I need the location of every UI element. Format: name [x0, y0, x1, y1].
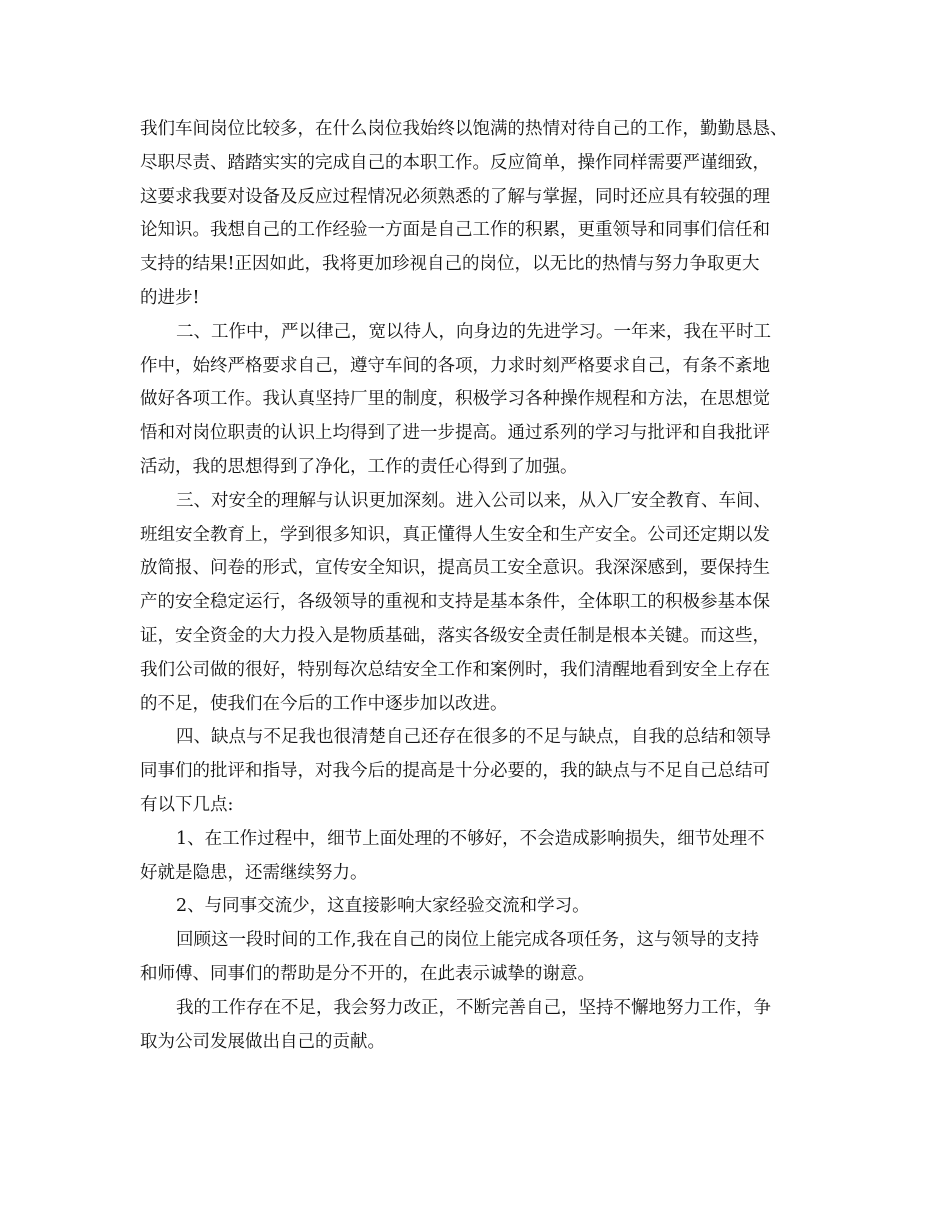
- text-line: 有以下几点:: [140, 794, 234, 815]
- text-line: 和师傅、同事们的帮助是分不开的，在此表示诚挚的谢意。: [140, 963, 595, 984]
- text-line: 作中，始终严格要求自己，遵守车间的各项，力求时刻严格要求自己，有条不紊地: [140, 355, 770, 376]
- text-line: 活动，我的思想得到了净化，工作的责任心得到了加强。: [140, 456, 578, 477]
- text-line: 这要求我要对设备及反应过程情况必须熟悉的了解与掌握，同时还应具有较强的理: [140, 186, 770, 207]
- text-line: 回顾这一段时间的工作,我在自己的岗位上能完成各项任务，这与领导的支持: [176, 930, 760, 951]
- text-line: 论知识。我想自己的工作经验一方面是自己工作的积累，更重领导和同事们信任和: [140, 220, 770, 241]
- text-line: 支持的结果!正因如此，我将更加珍视自己的岗位，以无比的热情与努力争取更大: [140, 254, 760, 275]
- text-line: 班组安全教育上，学到很多知识，真正懂得人生安全和生产安全。公司还定期以发: [140, 524, 770, 545]
- text-line: 我们车间岗位比较多，在什么岗位我始终以饱满的热情对待自己的工作，勤勤恳恳、: [140, 119, 788, 139]
- document-body: [140, 113, 818, 1059]
- text-line: 同事们的批评和指导，对我今后的提高是十分必要的，我的缺点与不足自己总结可: [140, 761, 770, 782]
- text-line: 取为公司发展做出自己的贡献。: [140, 1031, 385, 1052]
- text-line: 放简报、问卷的形式，宣传安全知识，提高员工安全意识。我深深感到，要保持生: [140, 558, 770, 579]
- text-line: 的不足，使我们在今后的工作中逐步加以改进。: [140, 693, 508, 714]
- text-line: 的进步!: [140, 287, 200, 308]
- text-line: 四、缺点与不足我也很清楚自己还存在很多的不足与缺点，自我的总结和领导: [176, 727, 771, 748]
- text-line: 三、对安全的理解与认识更加深刻。进入公司以来，从入厂安全教育、车间、: [176, 490, 771, 511]
- text-line: 尽职尽责、踏踏实实的完成自己的本职工作。反应简单，操作同样需要严谨细致，: [140, 152, 770, 173]
- text-line: 证，安全资金的大力投入是物质基础，落实各级安全责任制是根本关键。而这些，: [140, 625, 770, 646]
- text-line: 悟和对岗位职责的认识上均得到了进一步提高。通过系列的学习与批评和自我批评: [140, 423, 770, 444]
- text-line: 产的安全稳定运行，各级领导的重视和支持是基本条件，全体职工的积极参基本保: [140, 592, 770, 613]
- text-line: 我的工作存在不足，我会努力改正，不断完善自己，坚持不懈地努力工作，争: [176, 997, 771, 1018]
- text-line: 2、与同事交流少，这直接影响大家经验交流和学习。: [176, 896, 590, 917]
- text-line: 我们公司做的很好，特别每次总结安全工作和案例时，我们清醒地看到安全上存在: [140, 659, 770, 680]
- text-line: 1、在工作过程中，细节上面处理的不够好，不会造成影响损失，细节处理不: [176, 828, 765, 849]
- text-line: 好就是隐患，还需继续努力。: [140, 862, 368, 883]
- text-line: 做好各项工作。我认真坚持厂里的制度，积极学习各种操作规程和方法，在思想觉: [140, 389, 770, 410]
- text-line: 二、工作中，严以律己，宽以待人，向身边的先进学习。一年来，我在平时工: [176, 321, 771, 342]
